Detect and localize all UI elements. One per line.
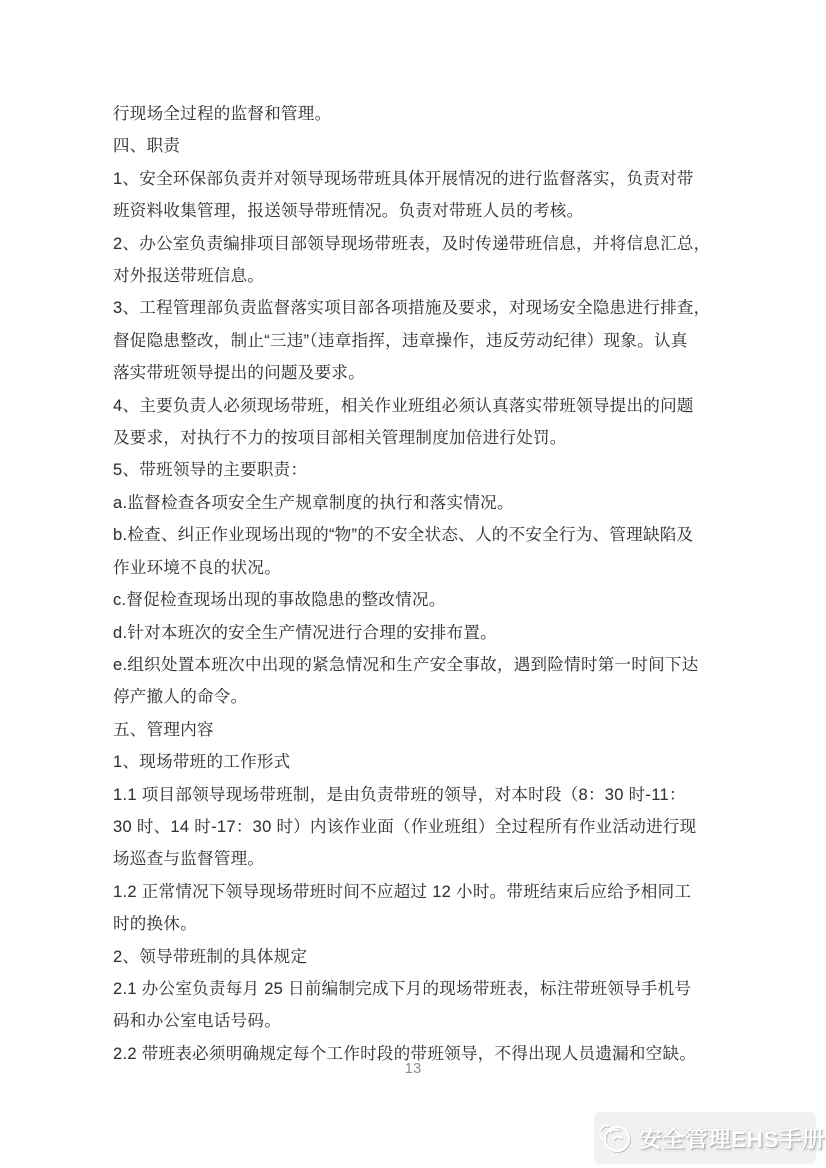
text-line: 2.1 办公室负责每月 25 日前编制完成下月的现场带班表，标注带班领导手机号 — [113, 979, 692, 998]
text-line: 30 时、14 时-17：30 时）内该作业面（作业班组）全过程所有作业活动进行现 — [113, 817, 697, 836]
text-line: 五、管理内容 — [113, 720, 214, 739]
text-line: 2.2 带班表必须明确规定每个工作时段的带班领导，不得出现人员遗漏和空缺。 — [113, 1044, 697, 1063]
text-line: 落实带班领导提出的问题及要求。 — [113, 364, 365, 383]
text-line: 3、工程管理部负责监督落实项目部各项措施及要求，对现场安全隐患进行排查， — [113, 299, 711, 318]
text-line: 2、办公室负责编排项目部领导现场带班表，及时传递带班信息，并将信息汇总， — [113, 234, 711, 253]
text-line: 4、主要负责人必须现场带班，相关作业班组必须认真落实带班领导提出的问题 — [113, 396, 694, 415]
text-line: 督促隐患整改，制止“三违”（违章指挥，违章操作，违反劳动纪律）现象。认真 — [113, 331, 688, 350]
text-line: 5、带班领导的主要职责： — [113, 461, 308, 480]
text-line: 对外报送带班信息。 — [113, 267, 265, 286]
text-line: 时的换休。 — [113, 915, 197, 934]
text-line: 2、领导带班制的具体规定 — [113, 947, 308, 966]
text-line: c.督促检查现场出现的事故隐患的整改情况。 — [113, 591, 446, 610]
ehs-logo-icon — [598, 1119, 632, 1157]
text-line: 1.1 项目部领导现场带班制，是由负责带班的领导，对本时段（8：30 时-11： — [113, 785, 686, 804]
text-line: 停产撤人的命令。 — [113, 688, 248, 707]
text-line: d.针对本班次的安全生产情况进行合理的安排布置。 — [113, 623, 497, 642]
text-line: 作业环境不良的状况。 — [113, 558, 281, 577]
text-line: 班资料收集管理，报送领导带班情况。负责对带班人员的考核。 — [113, 202, 584, 221]
watermark-badge — [594, 1112, 825, 1164]
text-line: e.组织处置本班次中出现的紧急情况和生产安全事故，遇到险情时第一时间下达 — [113, 655, 699, 674]
text-line: 码和办公室电话号码。 — [113, 1012, 281, 1031]
text-line: 1.2 正常情况下领导现场带班时间不应超过 12 小时。带班结束后应给予相同工 — [113, 882, 692, 901]
text-line: 场巡查与监督管理。 — [113, 850, 265, 869]
text-line: 1、安全环保部负责并对领导现场带班具体开展情况的进行监督落实，负责对带 — [113, 169, 694, 188]
page-number: 13 — [404, 1060, 422, 1077]
text-line: b.检查、纠正作业现场出现的“物”的不安全状态、人的不安全行为、管理缺陷及 — [113, 526, 694, 545]
text-line: 四、职责 — [113, 137, 181, 156]
text-line: a.监督检查各项安全生产规章制度的执行和落实情况。 — [113, 493, 514, 512]
text-line: 及要求，对执行不力的按项目部相关管理制度加倍进行处罚。 — [113, 429, 567, 448]
watermark-text: 安全管理EHS手册 — [639, 1127, 825, 1152]
text-line: 行现场全过程的监督和管理。 — [113, 105, 332, 123]
document-body-text — [113, 98, 717, 1070]
text-line: 1、现场带班的工作形式 — [113, 753, 291, 772]
